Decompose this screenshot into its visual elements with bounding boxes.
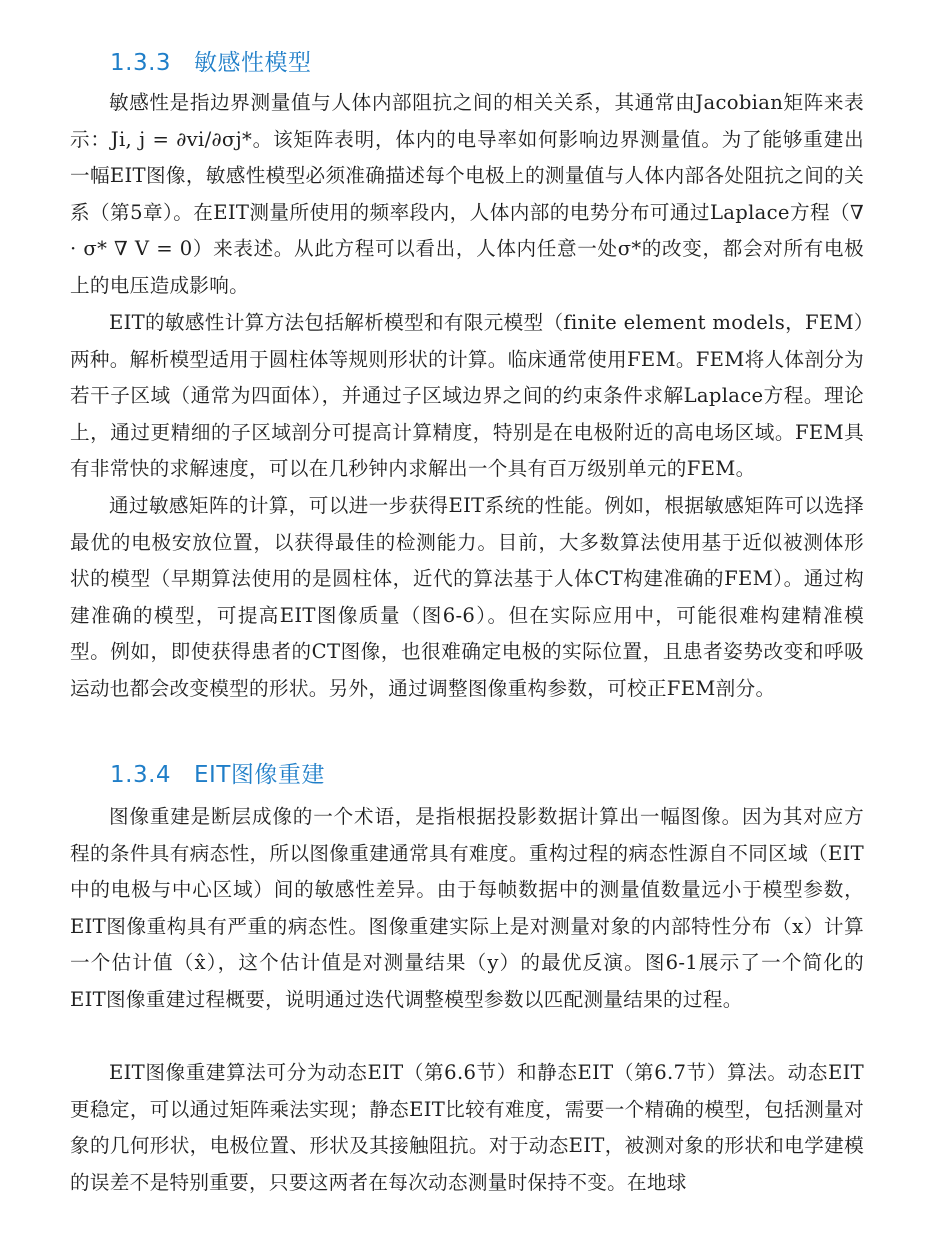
paragraph: EIT的敏感性计算方法包括解析模型和有限元模型（finite element models，FEM）两种。解析模型适用于圆柱体等规则形状的计算。临床通常使用FEM。FEM将人体剖分为若干子区域（通常为四面体），并通过子区域边界之间的约束条件求解Laplace方程。理论上，通过更精细的子区域剖分可提高计算精度，特别是在电极附近的高电场区域。FEM具有非常快的求解速度，可以在几秒钟内求解出一个具有百万级别单元的FEM。 bbox=[70, 311, 865, 481]
section-title: EIT图像重建 bbox=[194, 762, 325, 788]
section-heading-1-3-4 bbox=[110, 756, 325, 789]
section-title: 敏感性模型 bbox=[194, 50, 312, 76]
paragraph: 通过敏感矩阵的计算，可以进一步获得EIT系统的性能。例如，根据敏感矩阵可以选择最优的电极安放位置，以获得最佳的检测能力。目前，大多数算法使用基于近似被测体形状的模型（早期算法使用的是圆柱体，近代的算法基于人体CT构建准确的FEM）。通过构建准确的模型，可提高EIT图像质量（图6-6）。但在实际应用中，可能很难构建精准模型。例如，即使获得患者的CT图像，也很难确定电极的实际位置，且患者姿势改变和呼吸运动也都会改变模型的形状。另外，通过调整图像重构参数，可校正FEM剖分。 bbox=[70, 494, 864, 700]
section-number: 1.3.4 bbox=[110, 762, 172, 788]
paragraph: 图像重建是断层成像的一个术语，是指根据投影数据计算出一幅图像。因为其对应方程的条件具有病态性，所以图像重建通常具有难度。重构过程的病态性源自不同区域（EIT中的电极与中心区域）间的敏感性差异。由于每帧数据中的测量值数量远小于模型参数，EIT图像重构具有严重的病态性。图像重建实际上是对测量对象的内部特性分布（x）计算一个估计值（x̂），这个估计值是对测量结果（y）的最优反演。图6-1展示了一个简化的EIT图像重建过程概要，说明通过迭代调整模型参数以匹配测量结果的过程。 bbox=[70, 805, 864, 1011]
section-heading-1-3-3 bbox=[110, 44, 312, 77]
paragraph: EIT图像重建算法可分为动态EIT（第6.6节）和静态EIT（第6.7节）算法。动态EIT更稳定，可以通过矩阵乘法实现；静态EIT比较有难度，需要一个精确的模型，包括测量对象的几何形状，电极位置、形状及其接触阻抗。对于动态EIT，被测对象的形状和电学建模的误差不是特别重要，只要这两者在每次动态测量时保持不变。在地球 bbox=[70, 1061, 864, 1194]
paragraph: 敏感性是指边界测量值与人体内部阻抗之间的相关关系，其通常由Jacobian矩阵来表示：Ji, j = ∂vi/∂σj*。该矩阵表明，体内的电导率如何影响边界测量值。为了能够重建出一幅EIT图像，敏感性模型必须准确描述每个电极上的测量值与人体内部各处阻抗之间的关系（第5章）。在EIT测量所使用的频率段内，人体内部的电势分布可通过Laplace方程（∇ · σ* ∇ V = 0）来表述。从此方程可以看出，人体内任意一处σ*的改变，都会对所有电极上的电压造成影响。 bbox=[70, 91, 864, 297]
section-number: 1.3.3 bbox=[110, 50, 172, 76]
